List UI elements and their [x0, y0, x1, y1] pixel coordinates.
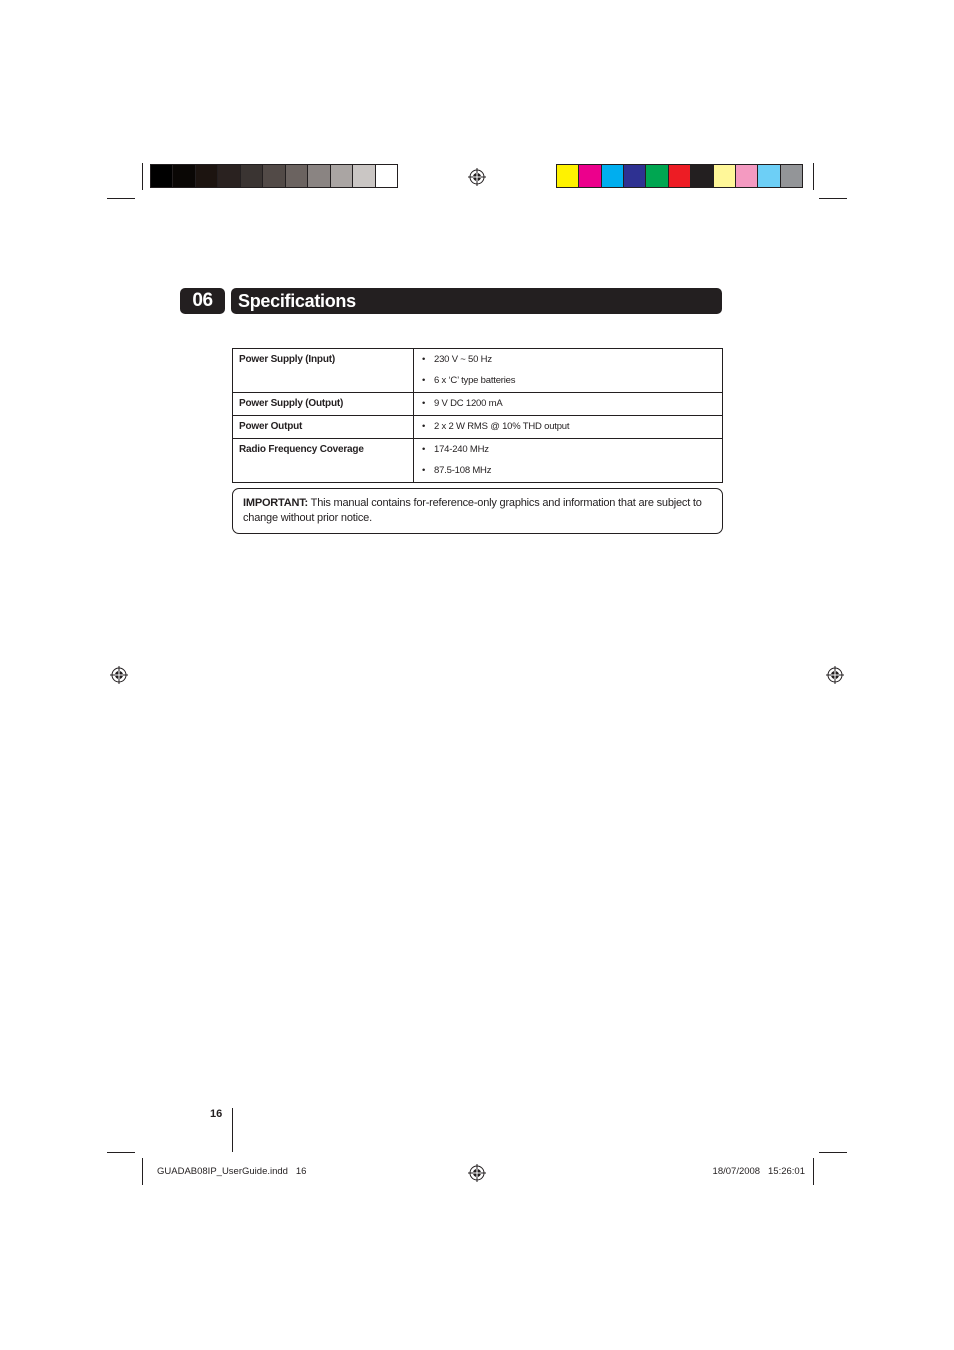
- color-swatch: [241, 165, 263, 187]
- color-swatch: [196, 165, 218, 187]
- page-number: 16: [210, 1108, 223, 1120]
- bullet-icon: •: [422, 465, 426, 476]
- bullet-icon: •: [422, 398, 426, 409]
- spec-values: [414, 416, 723, 439]
- spec-value-text: 87.5-108 MHz: [434, 465, 492, 476]
- color-swatch: [151, 165, 173, 187]
- spec-value-text: 230 V ~ 50 Hz: [434, 354, 492, 365]
- page-number-rule: [232, 1108, 233, 1152]
- registration-mark-icon: [826, 666, 844, 684]
- spec-value: [420, 398, 722, 412]
- color-swatch: [781, 165, 802, 187]
- spec-row: [233, 416, 723, 439]
- bullet-icon: •: [422, 354, 426, 365]
- slug-datetime: 18/07/2008 15:26:01: [712, 1166, 805, 1177]
- color-swatch: [218, 165, 240, 187]
- spec-row: [233, 439, 723, 483]
- registration-mark-icon: [468, 1164, 486, 1182]
- spec-values: [414, 439, 723, 483]
- color-swatch: [173, 165, 195, 187]
- spec-values: [414, 393, 723, 416]
- specifications-table: [232, 348, 723, 483]
- color-swatch: [557, 165, 579, 187]
- crop-mark: [819, 198, 847, 199]
- slug-filename: GUADAB08IP_UserGuide.indd 16: [157, 1166, 307, 1177]
- section-number: 06: [180, 288, 225, 314]
- spec-label: Radio Frequency Coverage: [233, 439, 414, 483]
- spec-value: [420, 444, 722, 465]
- spec-value: [420, 421, 722, 435]
- color-swatch: [376, 165, 397, 187]
- section-title: Specifications: [231, 288, 722, 314]
- spec-value: [420, 465, 722, 479]
- process-color-bar: [556, 164, 803, 188]
- color-swatch: [353, 165, 375, 187]
- bullet-icon: •: [422, 375, 426, 386]
- color-swatch: [691, 165, 713, 187]
- crop-mark: [813, 1158, 814, 1185]
- crop-mark: [107, 1152, 135, 1153]
- color-swatch: [331, 165, 353, 187]
- color-swatch: [758, 165, 780, 187]
- crop-mark: [142, 163, 143, 190]
- spec-value: [420, 375, 722, 389]
- crop-mark: [107, 198, 135, 199]
- spec-row: [233, 393, 723, 416]
- registration-mark-icon: [110, 666, 128, 684]
- spec-value-text: 6 x ‘C’ type batteries: [434, 375, 516, 386]
- color-swatch: [286, 165, 308, 187]
- registration-mark-icon: [468, 168, 486, 186]
- crop-mark: [819, 1152, 847, 1153]
- bullet-icon: •: [422, 421, 426, 432]
- bullet-icon: •: [422, 444, 426, 455]
- color-swatch: [624, 165, 646, 187]
- grayscale-color-bar: [150, 164, 398, 188]
- spec-value: [420, 354, 722, 375]
- spec-label: Power Output: [233, 416, 414, 439]
- color-swatch: [646, 165, 668, 187]
- crop-mark: [813, 163, 814, 190]
- color-swatch: [714, 165, 736, 187]
- color-swatch: [736, 165, 758, 187]
- color-swatch: [669, 165, 691, 187]
- important-label: IMPORTANT:: [243, 497, 309, 509]
- important-notice: [232, 488, 723, 534]
- color-swatch: [308, 165, 330, 187]
- spec-values: [414, 349, 723, 393]
- spec-value-text: 9 V DC 1200 mA: [434, 398, 503, 409]
- spec-label: Power Supply (Output): [233, 393, 414, 416]
- important-text: This manual contains for-reference-only graphics and information that are subject to change without prior notice.: [243, 497, 702, 524]
- crop-mark: [142, 1158, 143, 1185]
- spec-row: [233, 349, 723, 393]
- color-swatch: [579, 165, 601, 187]
- spec-label: Power Supply (Input): [233, 349, 414, 393]
- color-swatch: [263, 165, 285, 187]
- spec-value-text: 174-240 MHz: [434, 444, 489, 455]
- spec-value-text: 2 x 2 W RMS @ 10% THD output: [434, 421, 570, 432]
- color-swatch: [602, 165, 624, 187]
